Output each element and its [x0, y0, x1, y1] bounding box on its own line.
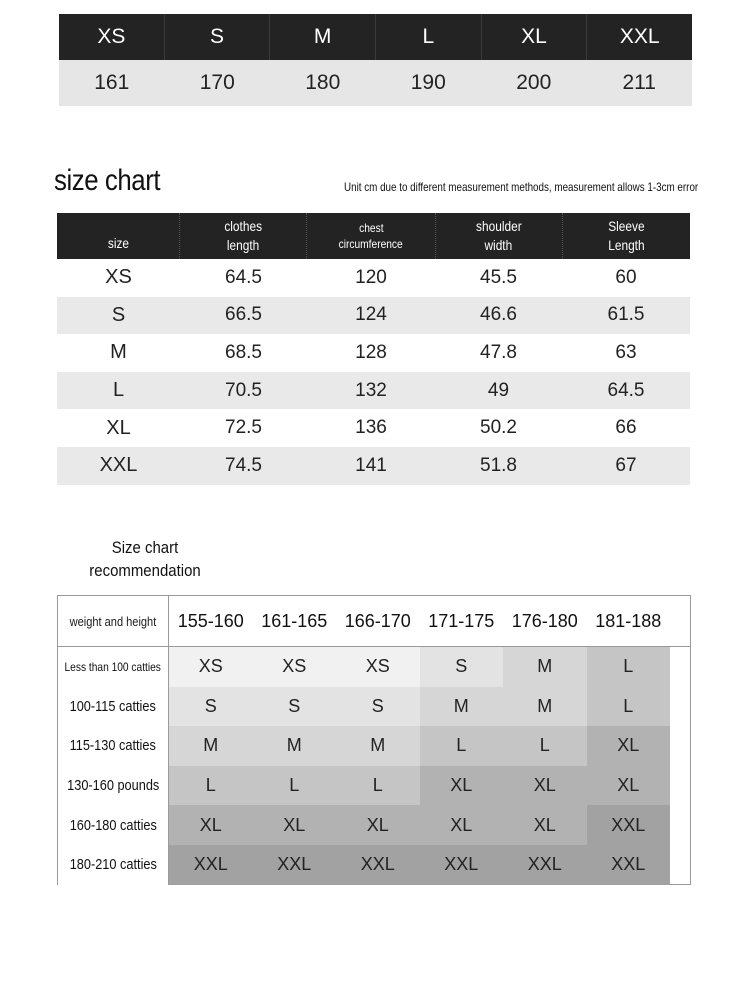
height-range-header: 176-180 [511, 610, 578, 631]
measurement-table [57, 213, 690, 485]
size-cell: S [111, 303, 126, 326]
recommended-size-cell: XS [336, 647, 420, 687]
weight-label-cell [58, 766, 169, 806]
size-column-label: size [107, 234, 129, 251]
height-value-row [59, 60, 692, 106]
recommended-size-cell: S [420, 647, 504, 687]
size-header-cell: XL [482, 14, 588, 60]
header-line: width [484, 237, 513, 253]
height-value-cell: 190 [410, 71, 446, 94]
recommended-size-cell: XXL [503, 845, 587, 885]
recommended-size-cell: XL [420, 766, 504, 806]
recommended-size-cell: XL [587, 726, 671, 766]
recommended-size-cell: L [503, 726, 587, 766]
table-row [58, 687, 690, 727]
value-cell: 70.5 [225, 379, 262, 401]
weight-label-cell [58, 805, 169, 845]
size-chart-title: size chart [54, 164, 161, 197]
value-cell: 141 [355, 454, 387, 476]
weight-label: Less than 100 catties [64, 659, 162, 674]
weight-label: 115-130 catties [69, 737, 157, 755]
value-cell: 132 [355, 379, 387, 401]
recommended-size-cell: XL [587, 766, 671, 806]
recommended-size-cell: L [420, 726, 504, 766]
value-cell: 63 [615, 341, 637, 363]
recommended-size-cell: L [587, 647, 671, 687]
recommended-size-cell: XXL [253, 845, 337, 885]
size-header-cell: XXL [619, 25, 660, 48]
weight-label-cell [58, 687, 169, 727]
recommended-size-cell: M [503, 647, 587, 687]
recommended-size-cell: XXL [587, 845, 671, 885]
recommended-size-cell: XXL [587, 805, 671, 845]
recommended-size-cell: L [587, 687, 671, 727]
measurement-header-row [57, 213, 690, 259]
value-cell: 67 [615, 454, 637, 476]
header-line: length [227, 237, 260, 253]
recommended-size-cell: M [336, 726, 420, 766]
weight-label-cell [58, 845, 169, 885]
value-cell: 46.6 [480, 304, 517, 326]
recommendation-title-line: recommendation [89, 561, 201, 580]
recommended-size-cell: XL [336, 805, 420, 845]
height-value-cell: 200 [516, 71, 552, 94]
header-line: clothes [224, 218, 263, 234]
recommended-size-cell: XL [420, 805, 504, 845]
header-line: Sleeve [608, 218, 645, 234]
recommendation-table [57, 595, 691, 885]
value-cell: 72.5 [225, 417, 262, 439]
recommendation-header-row [58, 596, 690, 647]
recommendation-title [88, 536, 202, 582]
header-line: circumference [338, 237, 404, 251]
value-cell: 49 [487, 379, 510, 401]
recommended-size-cell: XXL [169, 845, 253, 885]
table-row [57, 259, 690, 297]
recommended-size-cell: XS [169, 647, 253, 687]
size-cell: XXL [99, 454, 138, 477]
size-header-cell: L [376, 14, 482, 60]
height-value-cell: 170 [199, 71, 235, 94]
recommended-size-cell: L [253, 766, 337, 806]
weight-label: 130-160 pounds [66, 777, 160, 795]
table-row [58, 845, 690, 885]
value-cell: 66 [615, 417, 637, 439]
recommended-size-cell: M [169, 726, 253, 766]
size-cell: L [112, 379, 125, 402]
column-header-shoulder-width [436, 213, 563, 259]
size-header-cell: M [270, 14, 376, 60]
table-row [58, 726, 690, 766]
table-row [58, 805, 690, 845]
height-range-header: 166-170 [344, 610, 411, 631]
height-range-header: 171-175 [428, 610, 495, 631]
value-cell: 136 [355, 417, 387, 439]
weight-label: 100-115 catties [69, 697, 157, 715]
recommended-size-cell: XXL [336, 845, 420, 885]
recommended-size-cell: XL [253, 805, 337, 845]
column-header-clothes-length [180, 213, 307, 259]
measurement-note: Unit cm due to different measurement methods, measurement allows 1-3cm error [344, 180, 699, 194]
recommended-size-cell: S [169, 687, 253, 727]
weight-label-cell [58, 726, 169, 766]
table-row [58, 647, 690, 687]
table-row [58, 766, 690, 806]
height-range-header: 155-160 [177, 610, 244, 631]
recommended-size-cell: XL [503, 805, 587, 845]
column-header-chest-circumference [307, 213, 435, 259]
value-cell: 50.2 [480, 417, 517, 439]
table-row [57, 447, 690, 485]
weight-label: 160-180 catties [69, 816, 157, 834]
value-cell: 120 [355, 266, 387, 288]
value-cell: 74.5 [225, 454, 262, 476]
recommended-size-cell: S [336, 687, 420, 727]
height-value-cell: 211 [622, 71, 656, 94]
recommended-size-cell: XL [503, 766, 587, 806]
value-cell: 47.8 [480, 341, 517, 363]
height-range-header: 181-188 [595, 610, 662, 631]
table-row [57, 297, 690, 335]
recommended-size-cell: S [253, 687, 337, 727]
recommended-size-cell: XS [253, 647, 337, 687]
header-line: Length [608, 237, 645, 253]
size-header-cell: XS [59, 14, 165, 60]
height-range-header: 161-165 [261, 610, 328, 631]
value-cell: 45.5 [480, 266, 517, 288]
recommended-size-cell: L [169, 766, 253, 806]
size-header-cell: S [165, 14, 271, 60]
height-size-header-row [59, 14, 692, 60]
height-value-cell: 180 [305, 71, 341, 94]
value-cell: 51.8 [480, 454, 517, 476]
table-row [57, 409, 690, 447]
value-cell: 128 [355, 341, 387, 363]
value-cell: 68.5 [225, 341, 262, 363]
recommended-size-cell: XL [169, 805, 253, 845]
header-line: chest [358, 221, 384, 235]
height-size-table [59, 14, 692, 106]
weight-label: 180-210 catties [69, 856, 157, 874]
column-header-sleeve-length [563, 213, 690, 259]
recommended-size-cell: XXL [420, 845, 504, 885]
header-line: shoulder [475, 218, 522, 234]
corner-label: weight and height [69, 613, 157, 629]
value-cell: 124 [355, 304, 387, 326]
value-cell: 60 [615, 266, 637, 288]
corner-label-cell [58, 596, 169, 646]
size-column-header [57, 213, 180, 259]
value-cell: 64.5 [607, 379, 645, 401]
size-cell: XL [106, 416, 131, 439]
value-cell: 61.5 [607, 304, 645, 326]
recommended-size-cell: L [336, 766, 420, 806]
recommended-size-cell: M [420, 687, 504, 727]
value-cell: 66.5 [225, 304, 262, 326]
size-cell: XS [105, 266, 132, 289]
height-value-cell: 161 [94, 71, 130, 94]
value-cell: 64.5 [225, 266, 262, 288]
recommended-size-cell: M [253, 726, 337, 766]
size-cell: M [110, 341, 127, 364]
table-row [57, 372, 690, 410]
recommended-size-cell: M [503, 687, 587, 727]
table-row [57, 334, 690, 372]
weight-label-cell [58, 647, 169, 687]
recommendation-title-line: Size chart [111, 538, 179, 557]
